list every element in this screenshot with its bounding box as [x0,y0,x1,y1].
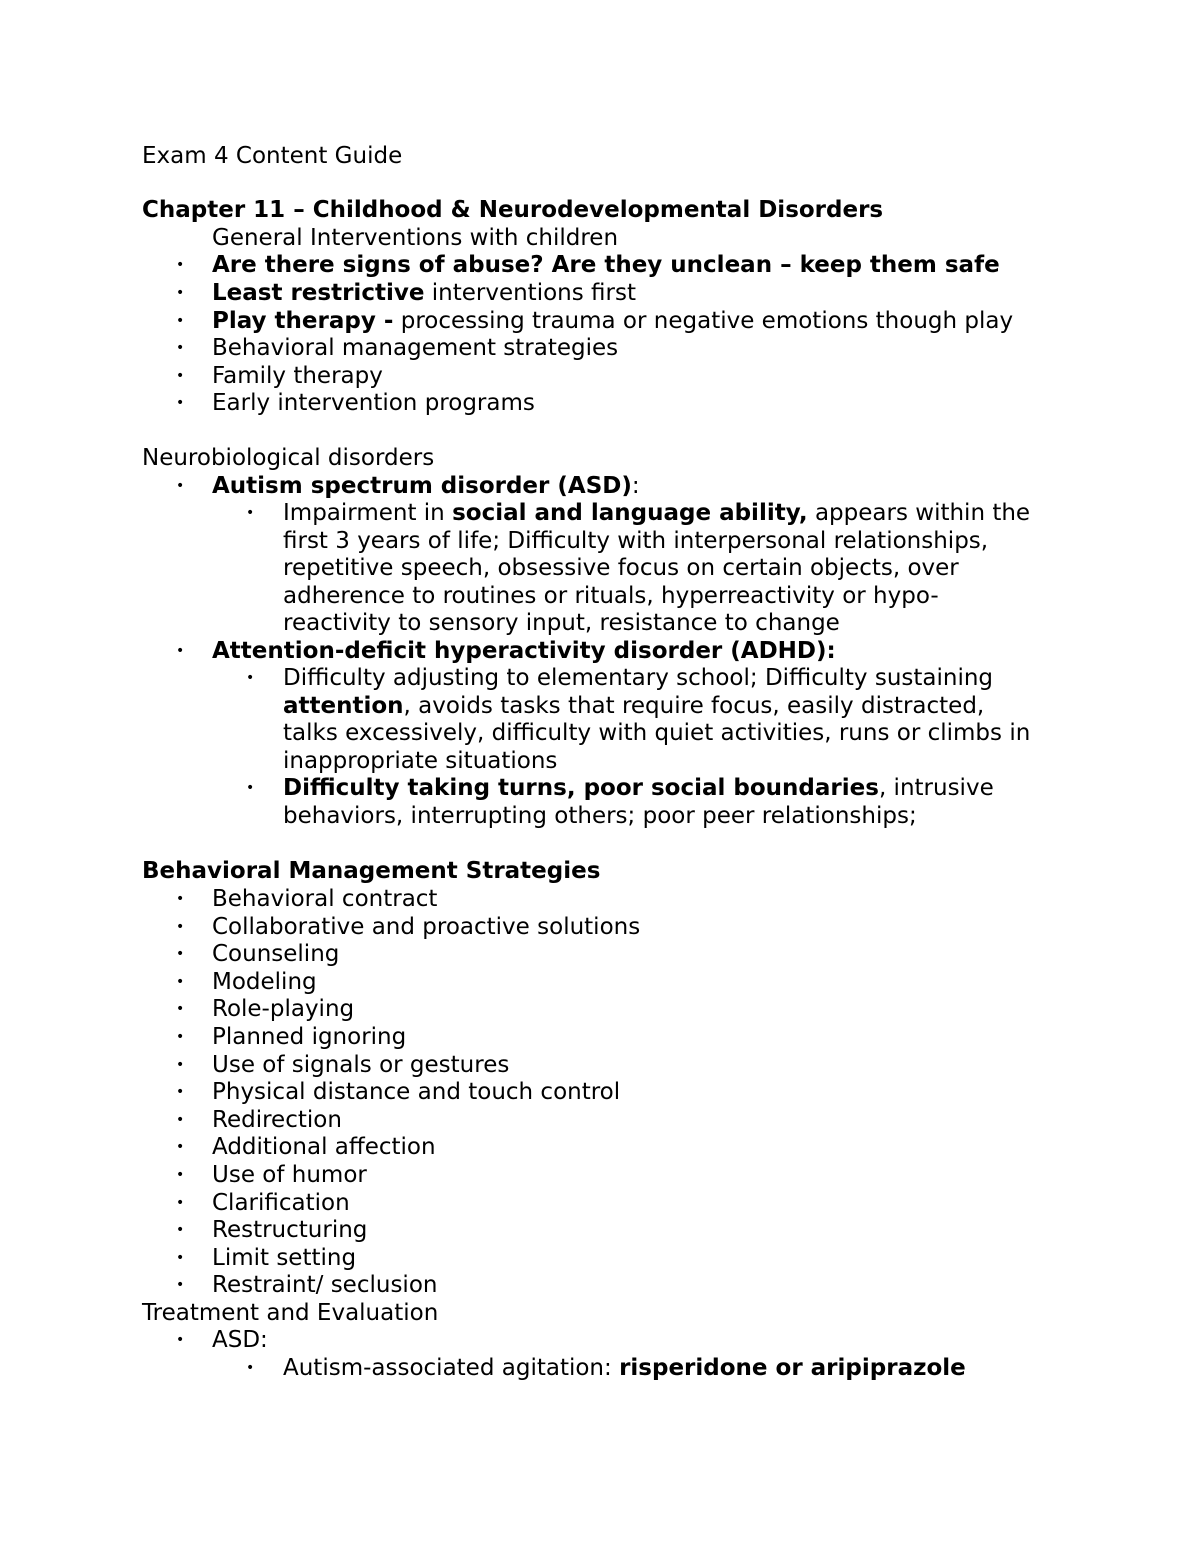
bullet-icon: • [176,643,185,659]
bullet-icon: • [176,1332,185,1348]
general-interventions-heading: General Interventions with children [212,225,619,251]
list-item: Role-playing [212,996,355,1022]
asd-label: Autism spectrum disorder (ASD): [212,473,640,499]
adhd-detail-line: attention, avoids tasks that require focus, easily distracted, [283,693,985,719]
adhd-label: Attention-deficit hyperactivity disorder (ADHD): [212,638,836,664]
list-item: Use of humor [212,1162,367,1188]
bullet-icon: • [176,1250,185,1266]
list-item: Are there signs of abuse? Are they unclean – keep them safe [212,252,1000,278]
bullet-icon: • [176,1112,185,1128]
treatment-heading: Treatment and Evaluation [142,1300,439,1326]
bullet-icon: • [176,1057,185,1073]
bullet-icon: • [176,1139,185,1155]
asd-detail-line: repetitive speech, obsessive focus on certain objects, over [283,555,959,581]
neuro-heading: Neurobiological disorders [142,445,435,471]
bullet-icon: • [176,340,185,356]
list-item: Behavioral management strategies [212,335,619,361]
bullet-icon: • [176,1222,185,1238]
bullet-icon: • [246,670,255,686]
list-item: Additional affection [212,1134,436,1160]
list-item: Use of signals or gestures [212,1052,510,1078]
bullet-icon: • [176,478,185,494]
bullet-icon: • [176,891,185,907]
chapter-heading: Chapter 11 – Childhood & Neurodevelopmental Disorders [142,197,884,223]
list-item: Limit setting [212,1245,357,1271]
bullet-icon: • [176,368,185,384]
treatment-asd: ASD: [212,1327,268,1353]
bullet-icon: • [246,1360,255,1376]
treatment-agitation: Autism-associated agitation: risperidone or aripiprazole [283,1355,966,1381]
list-item: Restructuring [212,1217,368,1243]
bullet-icon: • [176,1029,185,1045]
adhd-detail-line: Difficulty adjusting to elementary school; Difficulty sustaining [283,665,994,691]
bullet-icon: • [176,919,185,935]
list-item: Counseling [212,941,340,967]
asd-detail-line: Impairment in social and language ability, appears within the [283,500,1031,526]
list-item: Play therapy - processing trauma or negative emotions though play [212,308,1014,334]
bullet-icon: • [176,974,185,990]
asd-detail-line: first 3 years of life; Difficulty with interpersonal relationships, [283,528,989,554]
bullet-icon: • [176,1084,185,1100]
bullet-icon: • [176,946,185,962]
list-item: Clarification [212,1190,350,1216]
asd-detail-line: reactivity to sensory input, resistance to change [283,610,840,636]
bullet-icon: • [176,257,185,273]
list-item: Restraint/ seclusion [212,1272,438,1298]
bullet-icon: • [176,1001,185,1017]
bullet-icon: • [176,1195,185,1211]
list-item: Physical distance and touch control [212,1079,621,1105]
bullet-icon: • [176,395,185,411]
bullet-icon: • [176,313,185,329]
bullet-icon: • [176,285,185,301]
asd-detail-line: adherence to routines or rituals, hyperreactivity or hypo- [283,583,939,609]
list-item: Behavioral contract [212,886,438,912]
bullet-icon: • [246,780,255,796]
list-item: Planned ignoring [212,1024,407,1050]
bullet-icon: • [246,505,255,521]
adhd-detail-line: talks excessively, difficulty with quiet activities, runs or climbs in [283,720,1031,746]
bullet-icon: • [176,1277,185,1293]
list-item: Modeling [212,969,317,995]
bullet-icon: • [176,1167,185,1183]
list-item: Redirection [212,1107,342,1133]
adhd-detail-line: behaviors, interrupting others; poor peer relationships; [283,803,917,829]
document-title: Exam 4 Content Guide [142,143,403,169]
adhd-detail-line: inappropriate situations [283,748,558,774]
list-item: Least restrictive interventions first [212,280,636,306]
list-item: Collaborative and proactive solutions [212,914,641,940]
adhd-detail-line: Difficulty taking turns, poor social boundaries, intrusive [283,775,994,801]
list-item: Early intervention programs [212,390,535,416]
list-item: Family therapy [212,363,383,389]
behavioral-heading: Behavioral Management Strategies [142,858,601,884]
